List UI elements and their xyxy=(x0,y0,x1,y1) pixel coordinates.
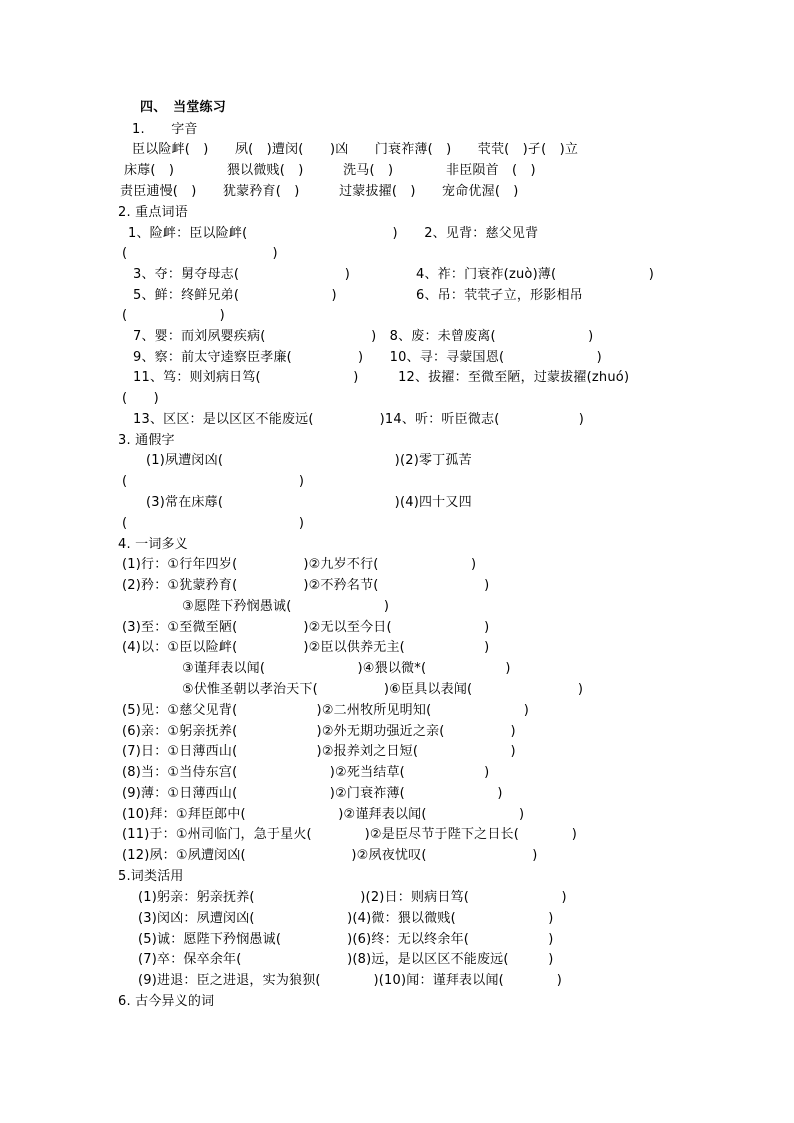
section-heading: 四、 当堂练习 xyxy=(140,100,226,115)
part4-row: ③谨拜表以闻( )④猥以微*( ) xyxy=(182,661,511,676)
part2-row: ( ) xyxy=(122,308,225,323)
part4-row: (8)当：①当侍东宫( )②死当结草( ) xyxy=(122,765,490,780)
part2-row: ( ) xyxy=(122,391,159,406)
part2-title: 2. 重点词语 xyxy=(118,205,188,220)
part2-row: ( ) xyxy=(122,246,278,261)
part2-row: 13、区区：是以区区不能废远( )14、听：听臣微志( ) xyxy=(133,412,584,427)
part4-row: (1)行：①行年四岁( )②九岁不行( ) xyxy=(122,557,477,572)
part2-row: 3、夺：舅夺母志( ) 4、祚：门衰祚(zuò)薄( ) xyxy=(133,267,654,282)
part4-row: (5)见：①慈父见背( )②二州牧所见明知( ) xyxy=(122,703,530,718)
part5-row: (9)进退：臣之进退，实为狼狈( )(10)闻：谨拜表以闻( ) xyxy=(138,973,562,988)
part2-row: 5、鲜：终鲜兄弟( ) 6、吊：茕茕孑立，形影相吊 xyxy=(133,288,583,303)
part1-row: 责臣逋慢( ) 犹蒙矜育( ) 过蒙拔擢( ) 宠命优渥( ) xyxy=(120,184,519,199)
part3-row: ( ) xyxy=(122,516,305,531)
part4-row: (6)亲：①躬亲抚养( )②外无期功强近之亲( ) xyxy=(122,724,516,739)
part3-row: (3)常在床蓐( )(4)四十又四 xyxy=(146,495,472,510)
part2-row: 11、笃：则刘病日笃( ) 12、拔擢：至微至陋，过蒙拔擢(zhuó) xyxy=(133,370,630,385)
part5-row: (3)闵凶：夙遭闵凶( )(4)微：猥以微贱( ) xyxy=(138,911,554,926)
part4-row: (9)薄：①日薄西山( )②门衰祚薄( ) xyxy=(122,786,503,801)
part6-title: 6. 古今异义的词 xyxy=(118,994,215,1009)
part3-row: (1)夙遭闵凶( )(2)零丁孤苦 xyxy=(146,453,472,468)
part1-row: 臣以险衅( ) 夙( )遭闵( )凶 门衰祚薄( ) 茕茕( )孑( )立 xyxy=(132,142,579,157)
part1-row: 床蓐( ) 猥以微贱( ) 洗马( ) 非臣陨首 ( ) xyxy=(124,163,536,178)
part4-row: (10)拜：①拜臣郎中( )②谨拜表以闻( ) xyxy=(122,807,525,822)
part4-title: 4. 一词多义 xyxy=(118,537,188,552)
part2-row: 1、险衅：臣以险衅( ) 2、见背：慈父见背 xyxy=(128,226,539,241)
part4-row: (11)于：①州司临门，急于星火( )②是臣尽节于陛下之日长( ) xyxy=(122,827,578,842)
part4-row: (2)矜：①犹蒙矜育( )②不矜名节( ) xyxy=(122,578,490,593)
part3-row: ( ) xyxy=(122,474,305,489)
part3-title: 3. 通假字 xyxy=(118,433,175,448)
part4-row: ③愿陛下矜悯愚诚( ) xyxy=(182,599,390,614)
part1-title: 1. 字音 xyxy=(132,122,198,137)
part4-row: (7)日：①日薄西山( )②报养刘之日短( ) xyxy=(122,744,516,759)
part4-row: ⑤伏惟圣朝以孝治天下( )⑥臣具以表闻( ) xyxy=(182,682,584,697)
part4-row: (3)至：①至微至陋( )②无以至今日( ) xyxy=(122,620,490,635)
part4-row: (12)夙：①夙遭闵凶( )②夙夜忧叹( ) xyxy=(122,848,538,863)
part5-row: (1)躬亲：躬亲抚养( )(2)日：则病日笃( ) xyxy=(138,890,567,905)
part5-title: 5.词类活用 xyxy=(118,869,184,884)
part5-row: (5)诚：愿陛下矜悯愚诚( )(6)终：无以终余年( ) xyxy=(138,932,554,947)
part2-row: 9、察：前太守逵察臣孝廉( ) 10、寻：寻蒙国恩( ) xyxy=(133,350,602,365)
part4-row: (4)以：①臣以险衅( )②臣以供养无主( ) xyxy=(122,640,490,655)
part5-row: (7)卒：保卒余年( )(8)远，是以区区不能废远( ) xyxy=(138,952,554,967)
part2-row: 7、婴：而刘夙婴疾病( ) 8、废：未曾废离( ) xyxy=(133,329,594,344)
